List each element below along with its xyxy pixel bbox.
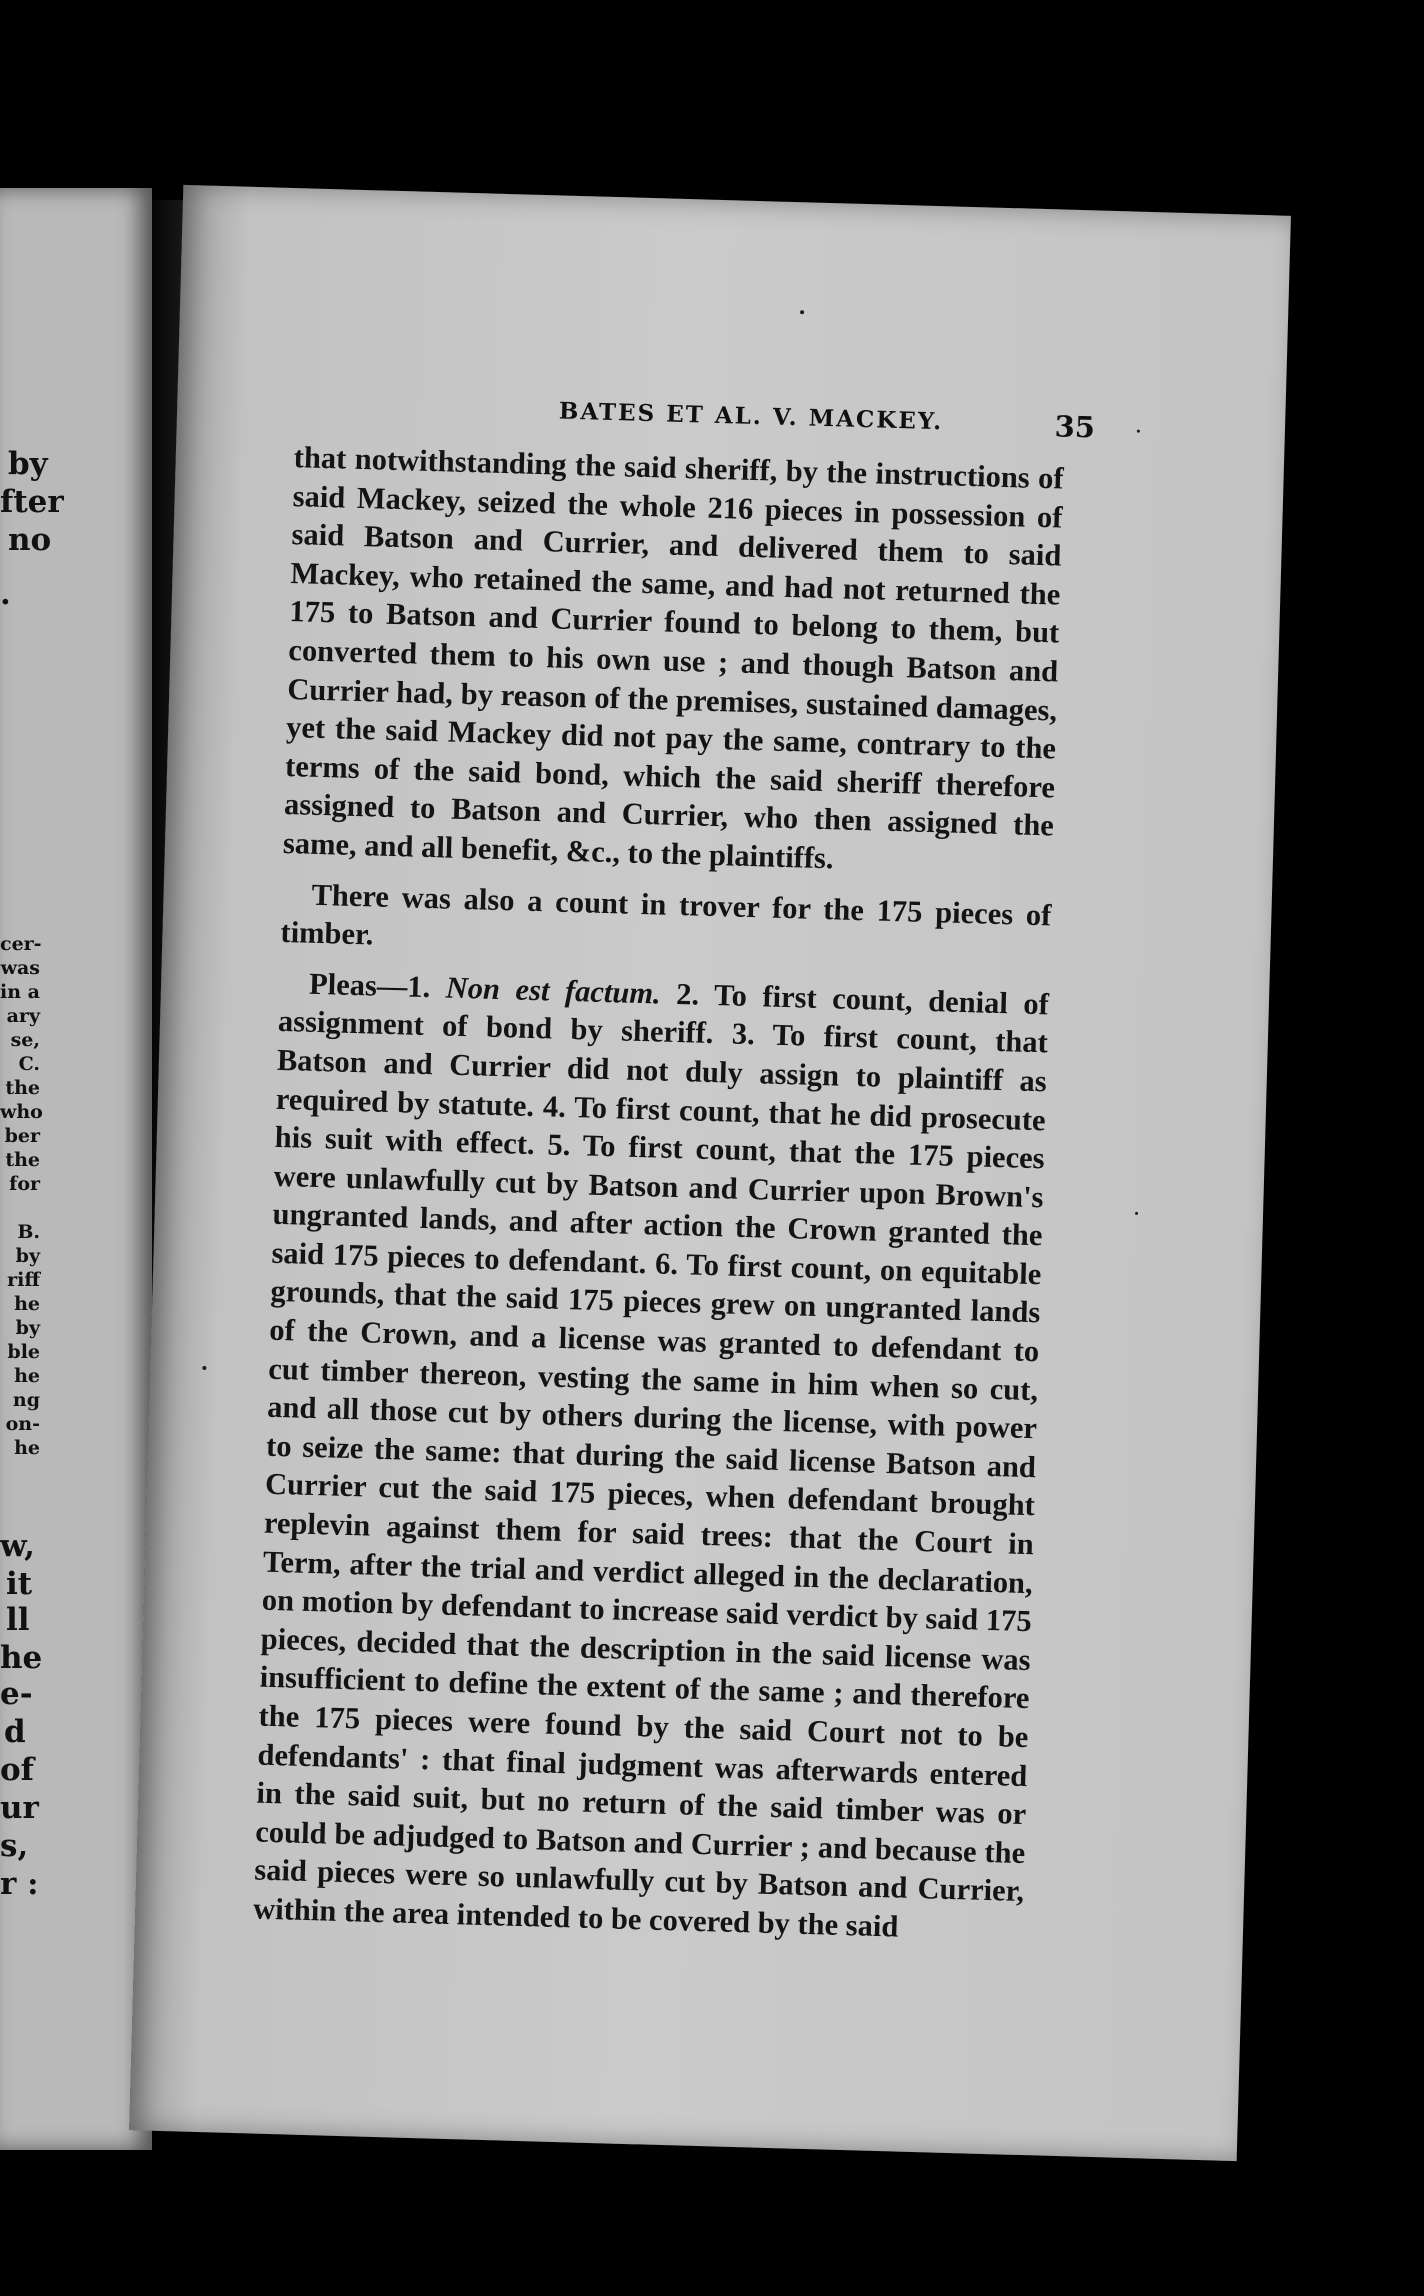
left-page-line: w,: [0, 1528, 35, 1564]
left-page-line: .: [0, 576, 11, 612]
left-page-fragment-line: ble: [7, 1341, 40, 1363]
left-page-fragment-line: cer-: [0, 933, 42, 955]
left-page-fragment-line: in a: [0, 981, 40, 1003]
body-text: [253, 438, 1064, 1949]
left-page-fragment-line: for: [9, 1173, 40, 1195]
left-page-line: ur: [0, 1790, 39, 1826]
left-page-fragment-line: riff: [7, 1269, 40, 1291]
left-page-line: e-: [0, 1676, 33, 1712]
left-page-fragment-line: the: [5, 1077, 40, 1099]
left-page-fragment-line: by: [15, 1245, 40, 1267]
left-page-fragment-line: ary: [6, 1005, 40, 1027]
left-page-fragment-line: the: [5, 1149, 40, 1171]
left-page-fragment-line: B.: [17, 1221, 40, 1243]
left-page-fragment-line: ber: [4, 1125, 40, 1147]
paragraph-trover: There was also a count in trover for the 175 pieces of timber.: [280, 877, 1052, 952]
left-page-fragment-line: [0, 1196, 40, 1220]
left-page-line: he: [0, 1640, 43, 1676]
left-page-line: d: [4, 1714, 26, 1750]
left-page-line: s,: [0, 1828, 29, 1864]
left-page-line: by: [8, 446, 48, 482]
scan-specks: [183, 185, 1291, 216]
running-head: BATES ET AL. V. MACKEY.: [558, 397, 944, 436]
left-page-fragment: [0, 188, 152, 2150]
left-page-line: fter: [0, 484, 64, 520]
left-page-line: r :: [0, 1866, 39, 1902]
left-page-fragment-line: by: [15, 1317, 40, 1339]
left-page-margin-fragments: [0, 932, 43, 1460]
paragraph-continued: that notwithstanding the said sheriff, by the instructions of said Mackey, seized the whole 216 pieces in possession of said Batson and Currier, and delivered them to said Mackey, who retained the same, and had not returned the 175 to Batson and Currier found to belong to them, but converted them to his own use ; and though Batson and Currier had, by reason of the premises, sustained damages, yet the said Mackey did not pay the same, contrary to the terms of the said bond, which the said sheriff therefore assigned to Batson and Currier, who then assigned the same, and all benefit, &c., to the plaintiffs.: [282, 440, 1065, 876]
page-number: 35: [1054, 409, 1096, 445]
latin-plea-italic: Non est factum.: [445, 970, 662, 1011]
right-page: [129, 185, 1291, 2161]
left-page-line: it: [6, 1566, 33, 1602]
paragraph-pleas: Pleas—1. Non est factum. 2. To first count, denial of assignment of bond by sheriff. 3. To first count, that Batson and Currier did not duly assign to plaintiff as required by statute. 4. To first count, that he did prosecute his suit with effect. 5. To first count, that the 175 pieces were unlawfully cut by Batson and Currier upon Brown's ungranted lands, and after action the Crown granted the said 175 pieces to defendant. 6. To first count, on equitable grounds, that the said 175 pieces grew on ungranted lands of the Crown, and a license was granted to defendant to cut timber thereon, vesting the same in him when so cut, and all those cut by others during the license, with power to seize the same: that during the said license Batson and Currier cut the said 175 pieces, when defendant brought replevin against them for said trees: that the Court in Term, after the trial and verdict alleged in the declaration, on motion by defendant to increase said verdict by said 175 pieces, decided that the description in the said license was insufficient to define the extent of the same ; and therefore the 175 pieces were found by the said Court not to be defendants' : that final judgment was afterwards entered in the said suit, but no return of the said timber was or could be adjudged to Batson and Currier ; and because the said pieces were so unlawfully cut by Batson and Currier, within the area intended to be covered by the said: [252, 966, 1050, 1944]
left-page-fragment-line: C.: [18, 1053, 40, 1075]
left-page-fragment-line: on-: [5, 1413, 40, 1435]
left-page-line: no: [8, 522, 52, 558]
left-page-fragment-line: he: [14, 1365, 40, 1387]
left-page-line: of: [0, 1752, 35, 1788]
left-page-fragment-line: who: [0, 1101, 43, 1123]
left-page-fragment-line: was: [0, 957, 40, 979]
left-page-fragment-line: he: [14, 1437, 40, 1459]
left-page-fragment-line: he: [14, 1293, 40, 1315]
left-page-fragment-line: se,: [10, 1029, 40, 1051]
left-page-fragment-line: ng: [12, 1389, 40, 1411]
left-page-line: ll: [6, 1602, 30, 1638]
